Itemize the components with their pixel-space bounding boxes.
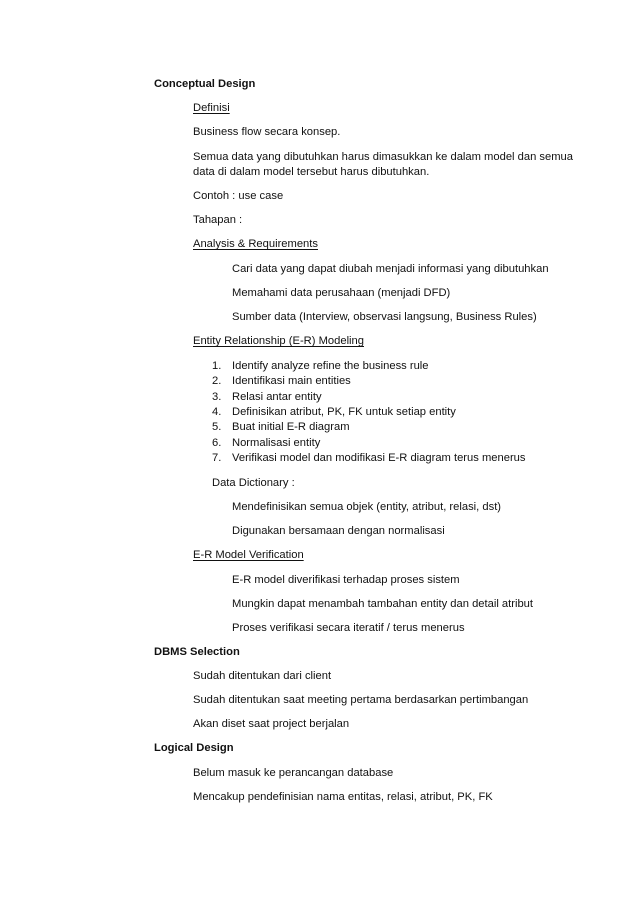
logical-item: Belum masuk ke perancangan database — [193, 767, 394, 779]
step-number: 5. — [212, 421, 222, 433]
analysis-item: Cari data yang dapat diubah menjadi informasi yang dibutuhkan — [232, 263, 549, 275]
step-text: Definisikan atribut, PK, FK untuk setiap entity — [232, 406, 456, 418]
verification-item: Proses verifikasi secara iteratif / terus menerus — [232, 622, 465, 634]
verification-item: Mungkin dapat menambah tambahan entity dan detail atribut — [232, 598, 534, 610]
dbms-item: Sudah ditentukan saat meeting pertama berdasarkan pertimbangan — [193, 694, 529, 706]
step-number: 7. — [212, 452, 222, 464]
step-text: Verifikasi model dan modifikasi E-R diagram terus menerus — [232, 452, 526, 464]
dbms-item: Akan diset saat project berjalan — [193, 718, 350, 730]
definisi-line: data di dalam model tersebut harus dibutuhkan. — [193, 166, 430, 178]
step-number: 2. — [212, 375, 222, 387]
step-number: 1. — [212, 360, 222, 372]
data-dictionary-label: Data Dictionary : — [212, 477, 295, 489]
heading-dbms-selection: DBMS Selection — [154, 646, 240, 658]
step-text: Buat initial E-R diagram — [232, 421, 350, 433]
heading-conceptual-design: Conceptual Design — [154, 78, 256, 90]
subheading-er-verification: E-R Model Verification — [193, 549, 304, 561]
definisi-line: Tahapan : — [193, 214, 243, 226]
step-text: Normalisasi entity — [232, 437, 321, 449]
analysis-item: Sumber data (Interview, observasi langsung, Business Rules) — [232, 311, 537, 323]
dictionary-item: Digunakan bersamaan dengan normalisasi — [232, 525, 445, 537]
logical-item: Mencakup pendefinisian nama entitas, relasi, atribut, PK, FK — [193, 791, 493, 803]
dictionary-item: Mendefinisikan semua objek (entity, atribut, relasi, dst) — [232, 501, 502, 513]
step-text: Relasi antar entity — [232, 391, 322, 403]
subheading-er-modeling: Entity Relationship (E-R) Modeling — [193, 335, 364, 347]
subheading-analysis-requirements: Analysis & Requirements — [193, 238, 318, 250]
heading-logical-design: Logical Design — [154, 742, 234, 754]
definisi-line: Semua data yang dibutuhkan harus dimasukkan ke dalam model dan semua — [193, 151, 573, 163]
step-number: 3. — [212, 391, 222, 403]
analysis-item: Memahami data perusahaan (menjadi DFD) — [232, 287, 451, 299]
subheading-definisi: Definisi — [193, 102, 230, 114]
verification-item: E-R model diverifikasi terhadap proses sistem — [232, 574, 460, 586]
definisi-line: Business flow secara konsep. — [193, 126, 341, 138]
step-number: 6. — [212, 437, 222, 449]
step-number: 4. — [212, 406, 222, 418]
step-text: Identify analyze refine the business rule — [232, 360, 429, 372]
step-text: Identifikasi main entities — [232, 375, 351, 387]
definisi-line: Contoh : use case — [193, 190, 284, 202]
dbms-item: Sudah ditentukan dari client — [193, 670, 332, 682]
